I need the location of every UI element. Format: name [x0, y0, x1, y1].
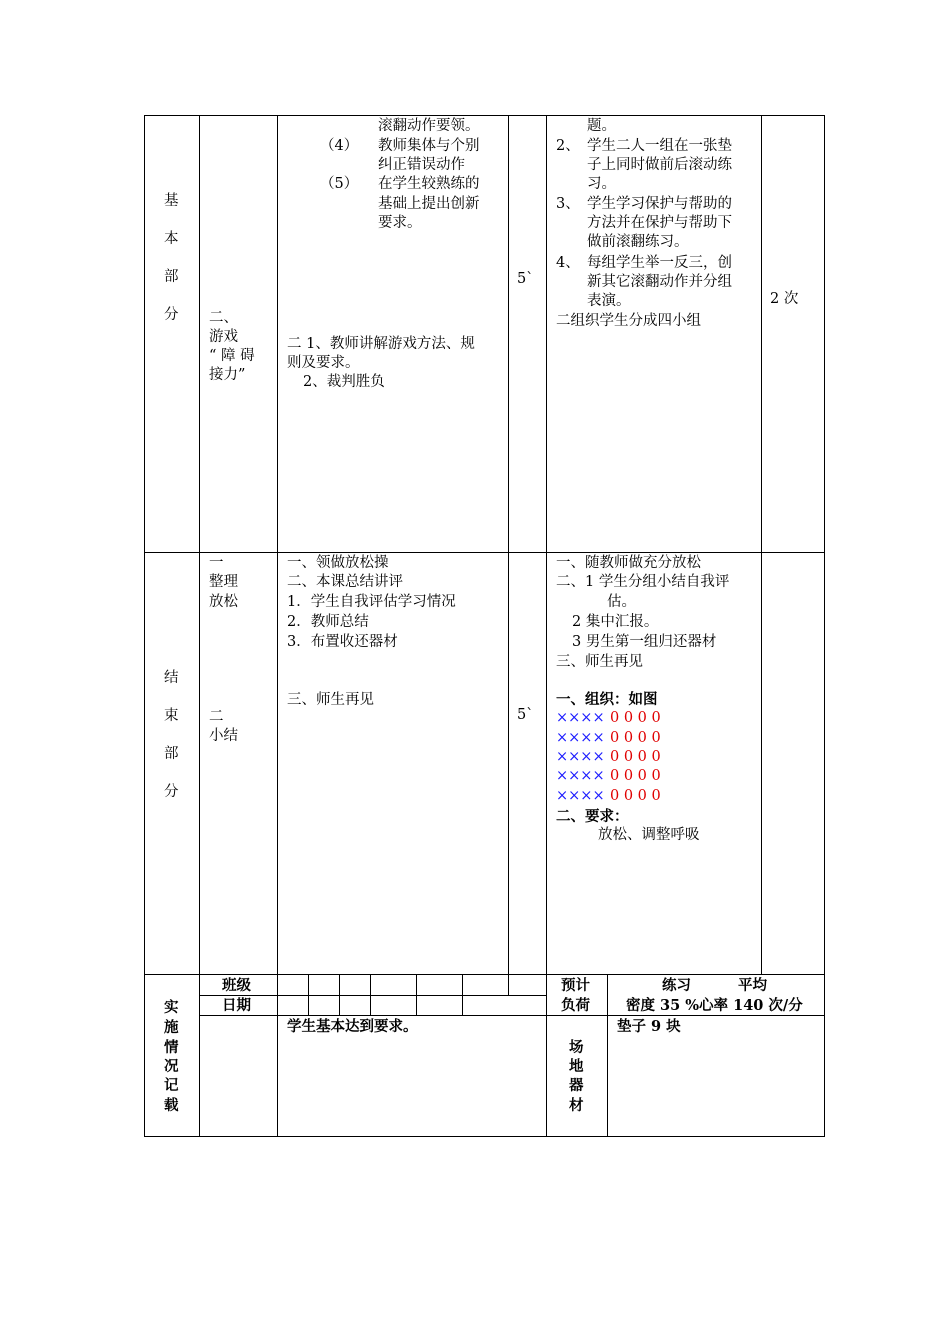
class-label: 班级 [222, 977, 251, 994]
line-load-split [607, 974, 608, 1137]
result-text: 学生基本达到要求。 [287, 1018, 418, 1035]
teacher-num: （5） [320, 176, 359, 192]
teacher-line: 则及要求。 [287, 355, 360, 371]
density-heart-rate: 密度 35 %心率 140 次/分 [626, 997, 803, 1014]
formation-crosses: ×××× [556, 710, 605, 726]
content-line: 二、 [209, 310, 238, 326]
student-line: 方法并在保护与帮助下 [587, 215, 732, 231]
formation-crosses: ×××× [556, 768, 605, 784]
average-label: 平均 [738, 977, 767, 994]
section-char: 分 [164, 784, 179, 800]
student-line: 每组学生举一反三，创 [587, 255, 732, 271]
section-char: 基 [164, 193, 179, 209]
formation-circles: 0 0 0 0 [610, 768, 661, 784]
section-char: 结 [164, 670, 179, 686]
section-char: 情 [164, 1039, 179, 1056]
student-line: 3 男生第一组归还器材 [572, 634, 717, 650]
section-char: 部 [164, 746, 179, 762]
student-line: 子上同时做前后滚动练 [587, 157, 732, 173]
student-line: 表演。 [587, 293, 631, 309]
section-char: 载 [164, 1097, 179, 1114]
student-line: 三、师生再见 [556, 654, 643, 670]
student-num: 4、 [556, 255, 580, 271]
teacher-line: 教师集体与个别 [378, 138, 480, 154]
line-bottom [144, 1136, 825, 1137]
formation-crosses: ×××× [556, 788, 605, 804]
teacher-line: 2、裁判胜负 [303, 374, 385, 390]
content-line: 二 [209, 709, 224, 725]
venue-char: 地 [569, 1058, 584, 1075]
formation-circles: 0 0 0 0 [610, 710, 661, 726]
line-left [144, 115, 145, 1137]
line-col3 [508, 115, 509, 995]
content-line: 小结 [209, 728, 238, 744]
student-line: 做前滚翻练习。 [587, 234, 689, 250]
teacher-line: 滚翻动作要领。 [378, 118, 480, 134]
teacher-line: 3．布置收还器材 [287, 634, 398, 650]
load-label-2: 负荷 [561, 997, 590, 1014]
teacher-line: 二、本课总结讲评 [287, 574, 403, 590]
student-line: 二组织学生分成四小组 [556, 313, 701, 329]
equipment-text: 垫子 9 块 [617, 1018, 681, 1035]
basic-time: 5` [517, 271, 534, 287]
line-cell-b [339, 974, 340, 1015]
content-line: 放松 [209, 594, 238, 610]
load-label-1: 预计 [561, 977, 590, 994]
teacher-line: 在学生较熟练的 [378, 176, 480, 192]
student-line: 估。 [607, 594, 636, 610]
student-line: 题。 [587, 118, 616, 134]
section-char: 实 [164, 999, 179, 1016]
line-record-top [144, 974, 825, 975]
section-char: 本 [164, 231, 179, 247]
content-line: 整理 [209, 574, 238, 590]
line-cell-a [308, 974, 309, 1015]
requirement-text: 放松、调整呼吸 [598, 827, 700, 843]
section-char: 束 [164, 708, 179, 724]
venue-char: 场 [569, 1039, 584, 1056]
student-line: 2 集中汇报。 [572, 614, 659, 630]
student-num: 2、 [556, 138, 580, 154]
formation-circles: 0 0 0 0 [610, 749, 661, 765]
content-line: 一 [209, 555, 224, 571]
line-section-split [144, 552, 825, 553]
content-line: “ 障 碍 [209, 348, 255, 364]
venue-char: 材 [569, 1097, 584, 1114]
teacher-line: 2．教师总结 [287, 614, 369, 630]
venue-char: 器 [569, 1077, 584, 1094]
student-line: 习。 [587, 176, 616, 192]
line-class-date [199, 995, 547, 996]
teacher-line: 二 1、教师讲解游戏方法、规 [287, 336, 475, 352]
teacher-line: 要求。 [378, 215, 422, 231]
section-char: 部 [164, 269, 179, 285]
formation-circles: 0 0 0 0 [610, 788, 661, 804]
teacher-line: 纠正错误动作 [378, 157, 465, 173]
line-top [144, 115, 825, 116]
formation-crosses: ×××× [556, 730, 605, 746]
teacher-line: 1．学生自我评估学习情况 [287, 594, 456, 610]
line-col5 [761, 115, 762, 974]
section-char: 况 [164, 1058, 179, 1075]
student-line: 新其它滚翻动作并分组 [587, 274, 732, 290]
content-line: 游戏 [209, 329, 238, 345]
practice-label: 练习 [662, 977, 691, 994]
teacher-num: （4） [320, 138, 359, 154]
line-right [824, 115, 825, 1137]
line-cell-c [370, 974, 371, 1015]
student-line: 学生学习保护与帮助的 [587, 196, 732, 212]
student-line: 一、随教师做充分放松 [556, 555, 701, 571]
line-col1 [199, 115, 200, 1137]
line-col4 [546, 115, 547, 1137]
section-char: 施 [164, 1019, 179, 1036]
formation-crosses: ×××× [556, 749, 605, 765]
teacher-line: 基础上提出创新 [378, 196, 480, 212]
basic-count: 2 次 [770, 291, 799, 307]
ending-time: 5` [517, 707, 534, 723]
student-num: 3、 [556, 196, 580, 212]
section-char: 记 [164, 1077, 179, 1094]
content-line: 接力” [209, 367, 246, 383]
teacher-line: 三、师生再见 [287, 692, 374, 708]
section-char: 分 [164, 307, 179, 323]
date-label: 日期 [222, 997, 251, 1014]
organization-title: 一、组织：如图 [556, 691, 658, 708]
line-cell-e [462, 974, 463, 1015]
teacher-line: 一、领做放松操 [287, 555, 389, 571]
requirement-title: 二、要求： [556, 808, 629, 825]
line-cell-d [416, 974, 417, 1015]
line-col2 [277, 115, 278, 1137]
student-line: 学生二人一组在一张垫 [587, 138, 732, 154]
formation-circles: 0 0 0 0 [610, 730, 661, 746]
student-line: 二、1 学生分组小结自我评 [556, 574, 730, 590]
